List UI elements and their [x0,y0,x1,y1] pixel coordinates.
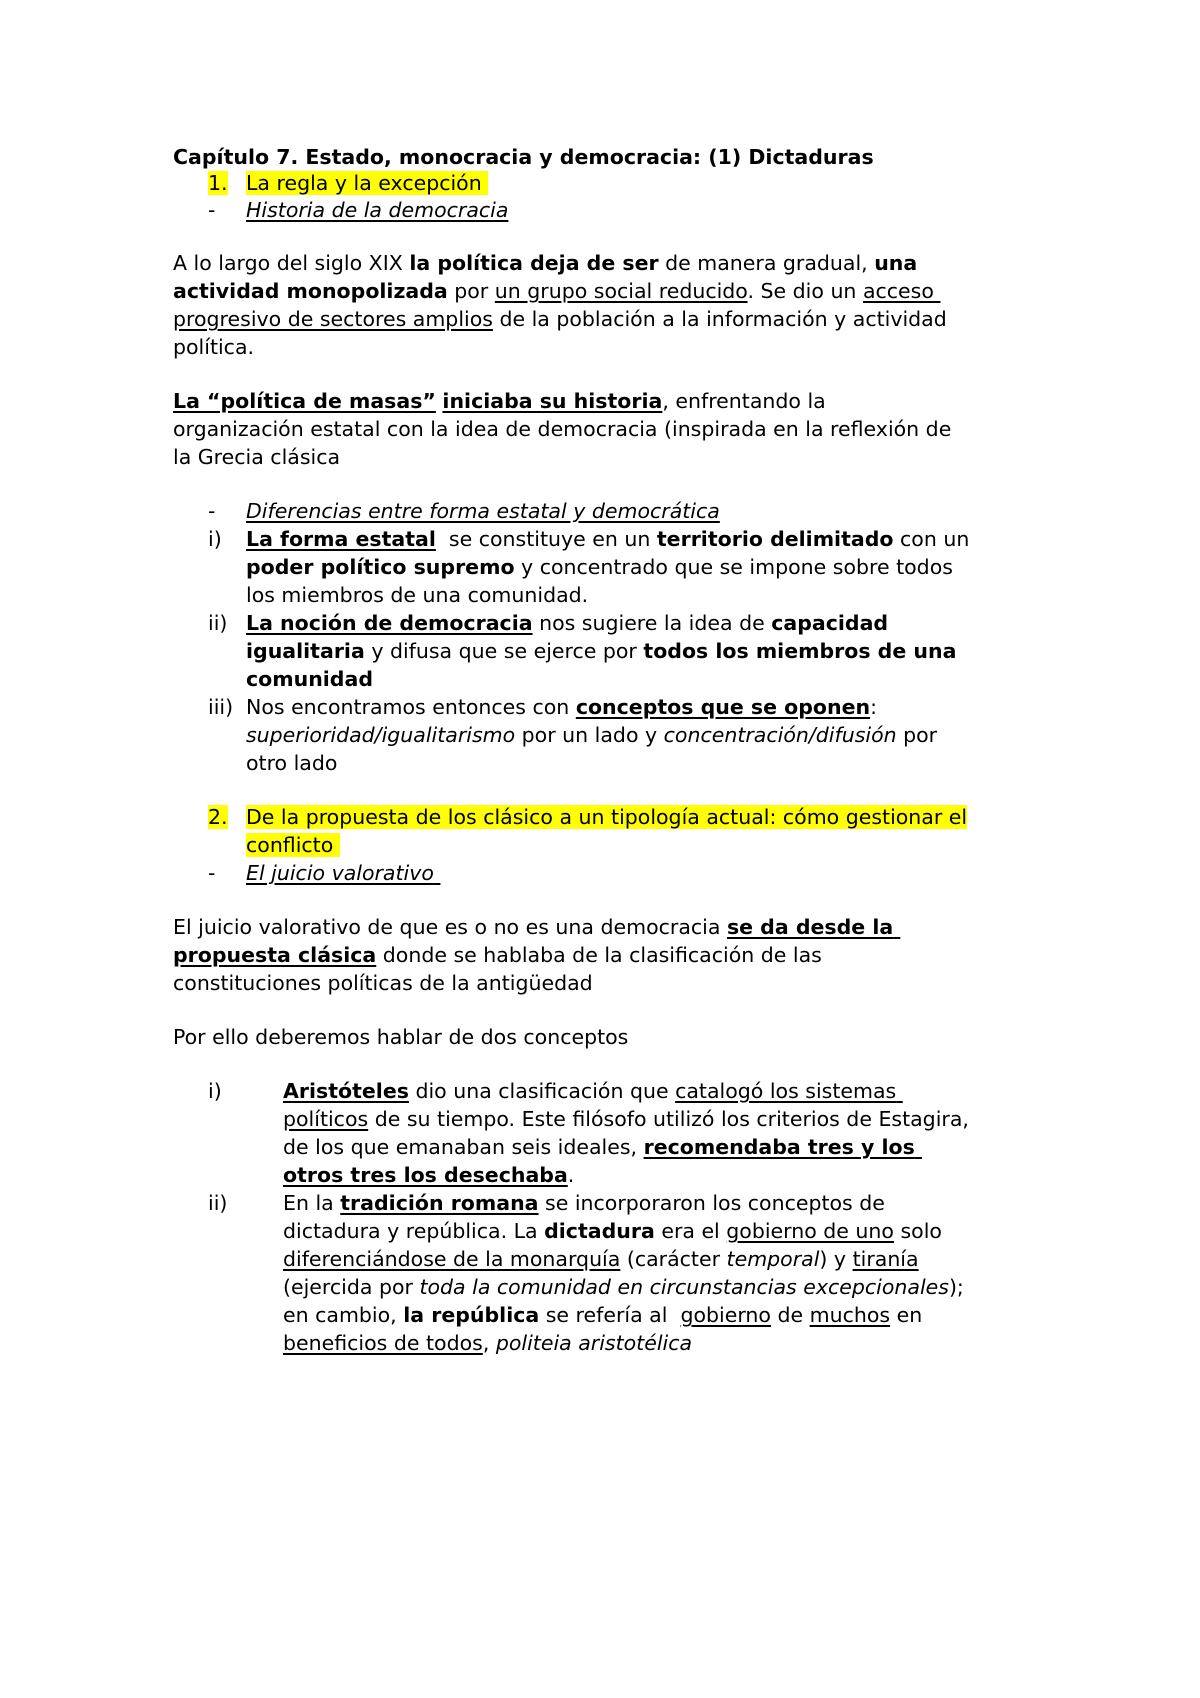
section-heading-2-cont: conflicto [246,831,340,859]
subheading-history: Historia de la democracia [246,198,509,222]
section-number: 2. [208,805,228,829]
subheading-judgement: El juicio valorativo [246,861,434,885]
paragraph-line: constituciones políticas de la antigüedad [173,971,593,995]
paragraph-line: la Grecia clásica [173,445,341,469]
list-item-line: La forma estatal se constituye en un territorio delimitado con un [246,527,970,551]
subheading-differences: Diferencias entre forma estatal y democrática [246,499,720,523]
list-item-line: Nos encontramos entonces con conceptos que se oponen: [246,695,878,719]
bullet-dash: - [208,499,216,523]
paragraph-line: Por ello deberemos hablar de dos conceptos [173,1025,629,1049]
paragraph-line: El juicio valorativo de que es o no es una democracia se da desde la [173,915,894,939]
paragraph-line: progresivo de sectores amplios de la población a la información y actividad [173,307,947,331]
paragraph-line: propuesta clásica donde se hablaba de la clasificación de las [173,943,822,967]
list-item-line: comunidad [246,667,373,691]
list-item-line: igualitaria y difusa que se ejerce por todos los miembros de una [246,639,957,663]
section-heading-1: La regla y la excepción [246,169,488,197]
list-item-line: beneficios de todos, politeia aristotélica [283,1331,693,1355]
paragraph-line: política. [173,335,255,359]
list-item-line: Aristóteles dio una clasificación que catalogó los sistemas [283,1079,897,1103]
paragraph-line: La “política de masas” iniciaba su historia, enfrentando la [173,389,826,413]
list-marker: i) [208,1079,222,1103]
list-item-line: diferenciándose de la monarquía (carácter temporal) y tiranía [283,1247,919,1271]
paragraph-line: organización estatal con la idea de democracia (inspirada en la reflexión de [173,417,952,441]
section-number: 1. [208,171,228,195]
bullet-dash: - [208,861,216,885]
section-heading-2: De la propuesta de los clásico a un tipología actual: cómo gestionar el [246,805,968,829]
list-marker: iii) [208,695,234,719]
paragraph-line: A lo largo del siglo XIX la política deja de ser de manera gradual, una [173,251,918,275]
list-item-line: La noción de democracia nos sugiere la idea de capacidad [246,611,889,635]
list-item-line: los miembros de una comunidad. [246,583,589,607]
list-item-line: políticos de su tiempo. Este filósofo utilizó los criterios de Estagira, [283,1107,969,1131]
paragraph-line: actividad monopolizada por un grupo social reducido. Se dio un acceso [173,279,934,303]
list-item-line: (ejercida por toda la comunidad en circunstancias excepcionales); [283,1275,964,1299]
list-item-line: de los que emanaban seis ideales, recomendaba tres y los [283,1135,915,1159]
list-item-line: otros tres los desechaba. [283,1163,575,1187]
list-marker: ii) [208,1191,228,1215]
list-item-line: dictadura y república. La dictadura era el gobierno de uno solo [283,1219,942,1243]
list-marker: i) [208,527,222,551]
list-item-line: En la tradición romana se incorporaron los conceptos de [283,1191,885,1215]
list-item-line: superioridad/igualitarismo por un lado y concentración/difusión por [246,723,938,747]
page-title: Capítulo 7. Estado, monocracia y democracia: (1) Dictaduras [173,145,874,169]
list-item-line: otro lado [246,751,338,775]
list-item-line: en cambio, la república se refería al gobierno de muchos en [283,1303,923,1327]
bullet-dash: - [208,198,216,222]
list-item-line: poder político supremo y concentrado que se impone sobre todos [246,555,953,579]
list-marker: ii) [208,611,228,635]
